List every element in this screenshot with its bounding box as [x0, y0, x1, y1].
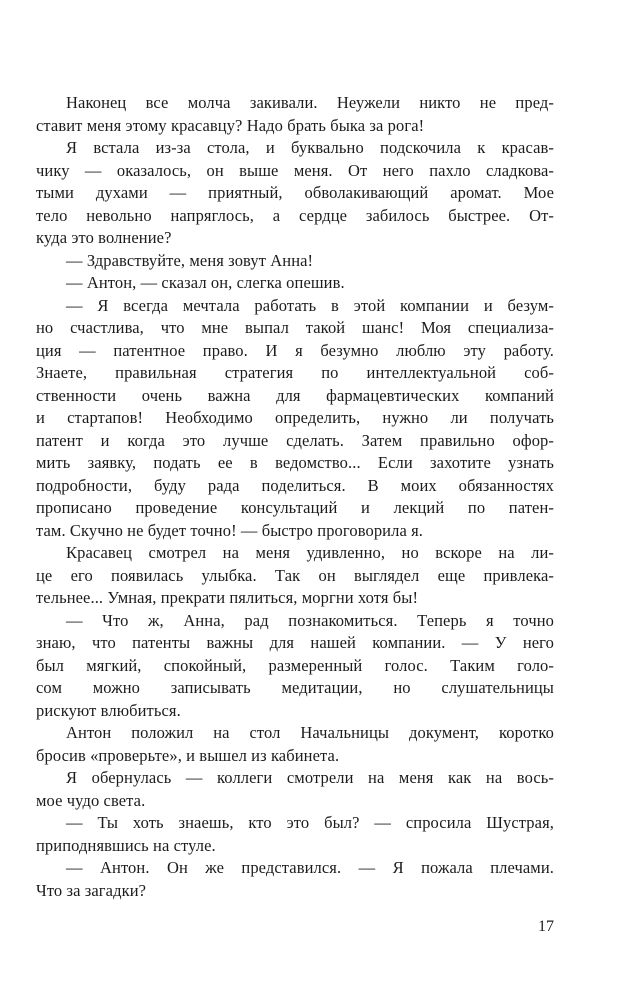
text-line: приподнявшись на стуле. — [36, 835, 216, 855]
text-line: Что за загадки? — [36, 880, 147, 900]
text-line: бросив «проверьте», и вышел из кабинета. — [36, 745, 340, 765]
text-line: тыми духами — приятный, обволакивающий аромат. Мое — [36, 183, 554, 202]
paragraph — [36, 857, 554, 902]
text-line: знаю, что патенты важны для нашей компании. — У него — [36, 633, 554, 652]
text-line: подробности, буду рада поделиться. В моих обязанностях — [36, 475, 554, 495]
text-line: чику — оказалось, он выше меня. От него пахло сладкова- — [36, 160, 554, 180]
text-line: Я обернулась — коллеги смотрели на меня как на вось- — [66, 768, 554, 787]
paragraph — [36, 250, 554, 273]
text-line: там. Скучно не будет точно! — быстро проговорила я. — [36, 520, 424, 540]
text-line: тельнее... Умная, прекрати пялиться, моргни хотя бы! — [36, 588, 419, 607]
text-line: це его появилась улыбка. Так он выглядел еще привлека- — [36, 565, 554, 585]
text-line: — Антон. Он же представился. — Я пожала плечами. — [66, 858, 554, 877]
page-text — [36, 92, 554, 902]
text-line: мое чудо света. — [36, 790, 146, 810]
paragraph — [36, 137, 554, 250]
text-line: — Что ж, Анна, рад познакомиться. Теперь я точно — [66, 610, 554, 630]
text-line: Я встала из-за стола, и буквально подскочила к красав- — [66, 138, 554, 157]
text-line: — Здравствуйте, меня зовут Анна! — [66, 250, 314, 270]
text-line: — Ты хоть знаешь, кто это был? — спросила Шустрая, — [66, 813, 554, 832]
text-line: ция — патентное право. И я безумно люблю эту работу. — [36, 340, 554, 360]
text-line: — Антон, — сказал он, слегка опешив. — [66, 273, 345, 292]
text-line: — Я всегда мечтала работать в этой компании и безум- — [66, 295, 554, 315]
paragraph — [36, 272, 554, 295]
page-number: 17 — [538, 918, 554, 935]
text-line: куда это волнение? — [36, 228, 172, 247]
text-line: Антон положил на стол Начальницы документ, коротко — [66, 723, 554, 742]
text-line: Наконец все молча закивали. Неужели никто не пред- — [66, 93, 554, 112]
text-line: сом можно записывать медитации, но слушательницы — [36, 678, 554, 697]
text-line: тело невольно напряглось, а сердце забилось быстрее. От- — [36, 205, 554, 225]
text-line: был мягкий, спокойный, размеренный голос. Таким голо- — [36, 655, 554, 675]
text-line: Красавец смотрел на меня удивленно, но вскоре на ли- — [66, 543, 554, 562]
text-line: патент и когда это лучше сделать. Затем правильно офор- — [36, 430, 554, 450]
text-line: и стартапов! Необходимо определить, нужно ли получать — [36, 408, 554, 427]
text-line: ставит меня этому красавцу? Надо брать быка за рога! — [36, 115, 425, 135]
text-line: ственности очень важна для фармацевтических компаний — [36, 385, 554, 405]
paragraph — [36, 812, 554, 857]
text-line: прописано проведение консультаций и лекций по патен- — [36, 498, 554, 517]
paragraph — [36, 767, 554, 812]
text-line: рискуют влюбиться. — [36, 700, 181, 720]
paragraph — [36, 610, 554, 723]
text-line: но счастлива, что мне выпал такой шанс! Моя специализа- — [36, 318, 554, 337]
text-line: Знаете, правильная стратегия по интеллектуальной соб- — [36, 363, 554, 382]
text-line: мить заявку, подать ее в ведомство... Если захотите узнать — [36, 453, 554, 472]
paragraph — [36, 722, 554, 767]
paragraph — [36, 92, 554, 137]
paragraph — [36, 295, 554, 543]
paragraph — [36, 542, 554, 610]
